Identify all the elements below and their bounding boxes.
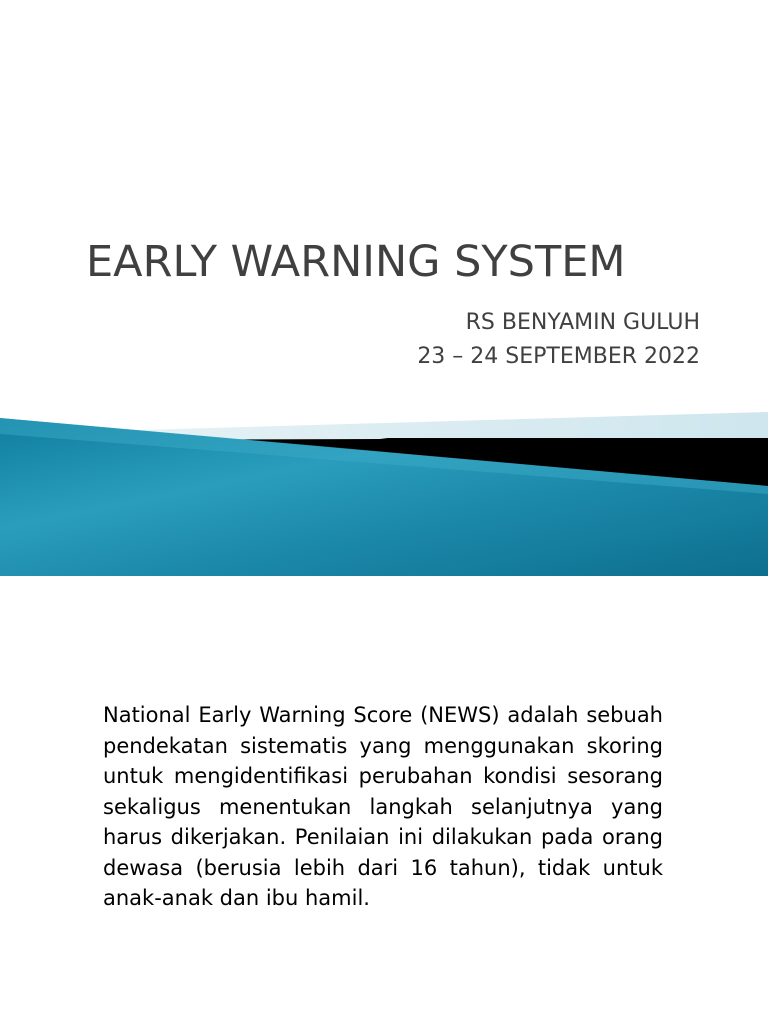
news-description: National Early Warning Score (NEWS) adalah sebuah pendekatan sistematis yang menggunakan skoring untuk mengidentifikasi perubahan kondisi sesorang sekaligus menentukan langkah selanjutnya yang harus dikerjakan. Penilaian ini dilakukan pada orang dewasa (berusia lebih dari 16 tahun), tidak untuk anak-anak dan ibu hamil. bbox=[103, 703, 663, 910]
subtitle-organization: RS BENYAMIN GULUH bbox=[465, 310, 700, 335]
subtitle-date: 23 – 24 SEPTEMBER 2022 bbox=[417, 344, 700, 369]
slide-subtitle bbox=[417, 306, 700, 374]
slide-title: EARLY WARNING SYSTEM bbox=[86, 237, 626, 287]
decorative-wave-band bbox=[0, 404, 768, 576]
